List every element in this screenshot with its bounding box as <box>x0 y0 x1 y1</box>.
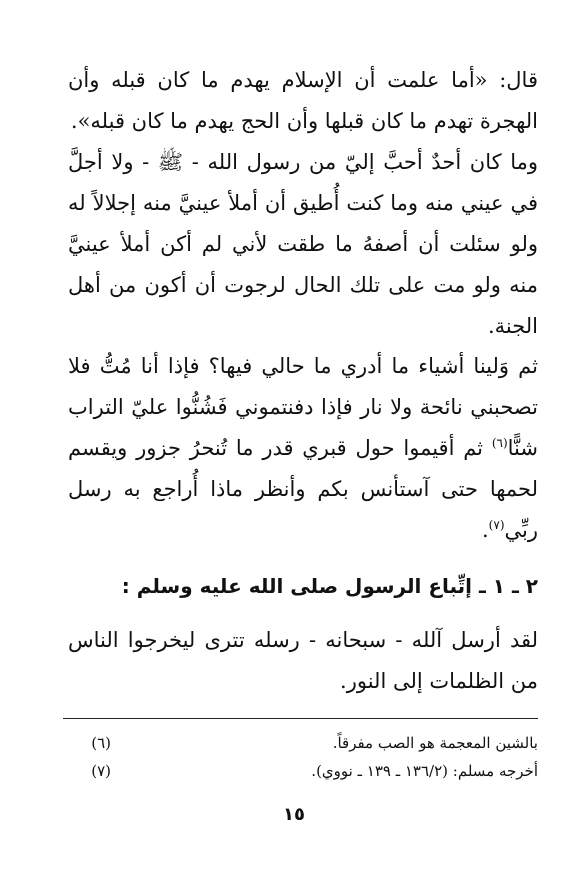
paragraph-burial-end: . <box>481 518 489 542</box>
paragraph-burial-continuation: ثم أقيموا حول قبري قدر ما تُنحرُ جزور ويقسم لحمها حتى آستأنس بكم وأنظر ماذا أُراجع به رسل ربِّي <box>68 436 538 542</box>
paragraph-burial-text: ثم وَلينا أشياء ما أدري ما حالي فيها؟ فإذا أنا مُتُّ فلا تصحبني نائحة ولا نار فإذا دفنتموني فَشُنُّوا عليّ التراب شنًّا <box>68 354 538 460</box>
paragraph-messengers: لقد أرسل آلله - سبحانه - رسله تترى ليخرجوا الناس من الظلمات إلى النور. <box>68 628 538 693</box>
footnote-reference-7: (٧) <box>488 518 505 532</box>
section-heading: ٢ ـ ١ ـ إتِّباع الرسول صلى الله عليه وسلم : <box>121 574 538 598</box>
footnote-6-text: بالشين المعجمة هو الصب مفرقاً. <box>332 734 538 752</box>
paragraph-hadith-quote: قال: «أما علمت أن الإسلام يهدم ما كان قبله وأن الهجرة تهدم ما كان قبلها وأن الحج يهدم ما كان قبله». <box>68 68 538 133</box>
footnote-6-number: (٦) <box>91 734 111 752</box>
footnote-7-text: أخرجه مسلم: (١٣٦/٢ ـ ١٣٩ ـ نووي). <box>311 762 538 780</box>
footnote-separator <box>63 718 538 719</box>
footnote-6 <box>63 730 538 756</box>
footnote-7-number: (٧) <box>91 762 111 780</box>
footnote-reference-6: (٦) <box>491 436 508 450</box>
paragraph-love-of-prophet: وما كان أحدٌ أحبَّ إليّ من رسول الله - ﷺ - ولا أجلَّ في عيني منه وما كنت أُطيق أن أملأ عينيَّ منه إجلالاً له ولو سئلت أن أصفهُ ما طقت لأني لم أكن أملأ عينيَّ منه ولو مت على تلك الحال لرجوت أن أكون من أهل الجنة. <box>68 150 538 338</box>
page-number: ١٥ <box>283 804 305 825</box>
paragraph-burial-request <box>68 346 538 551</box>
footnote-7 <box>63 758 538 784</box>
